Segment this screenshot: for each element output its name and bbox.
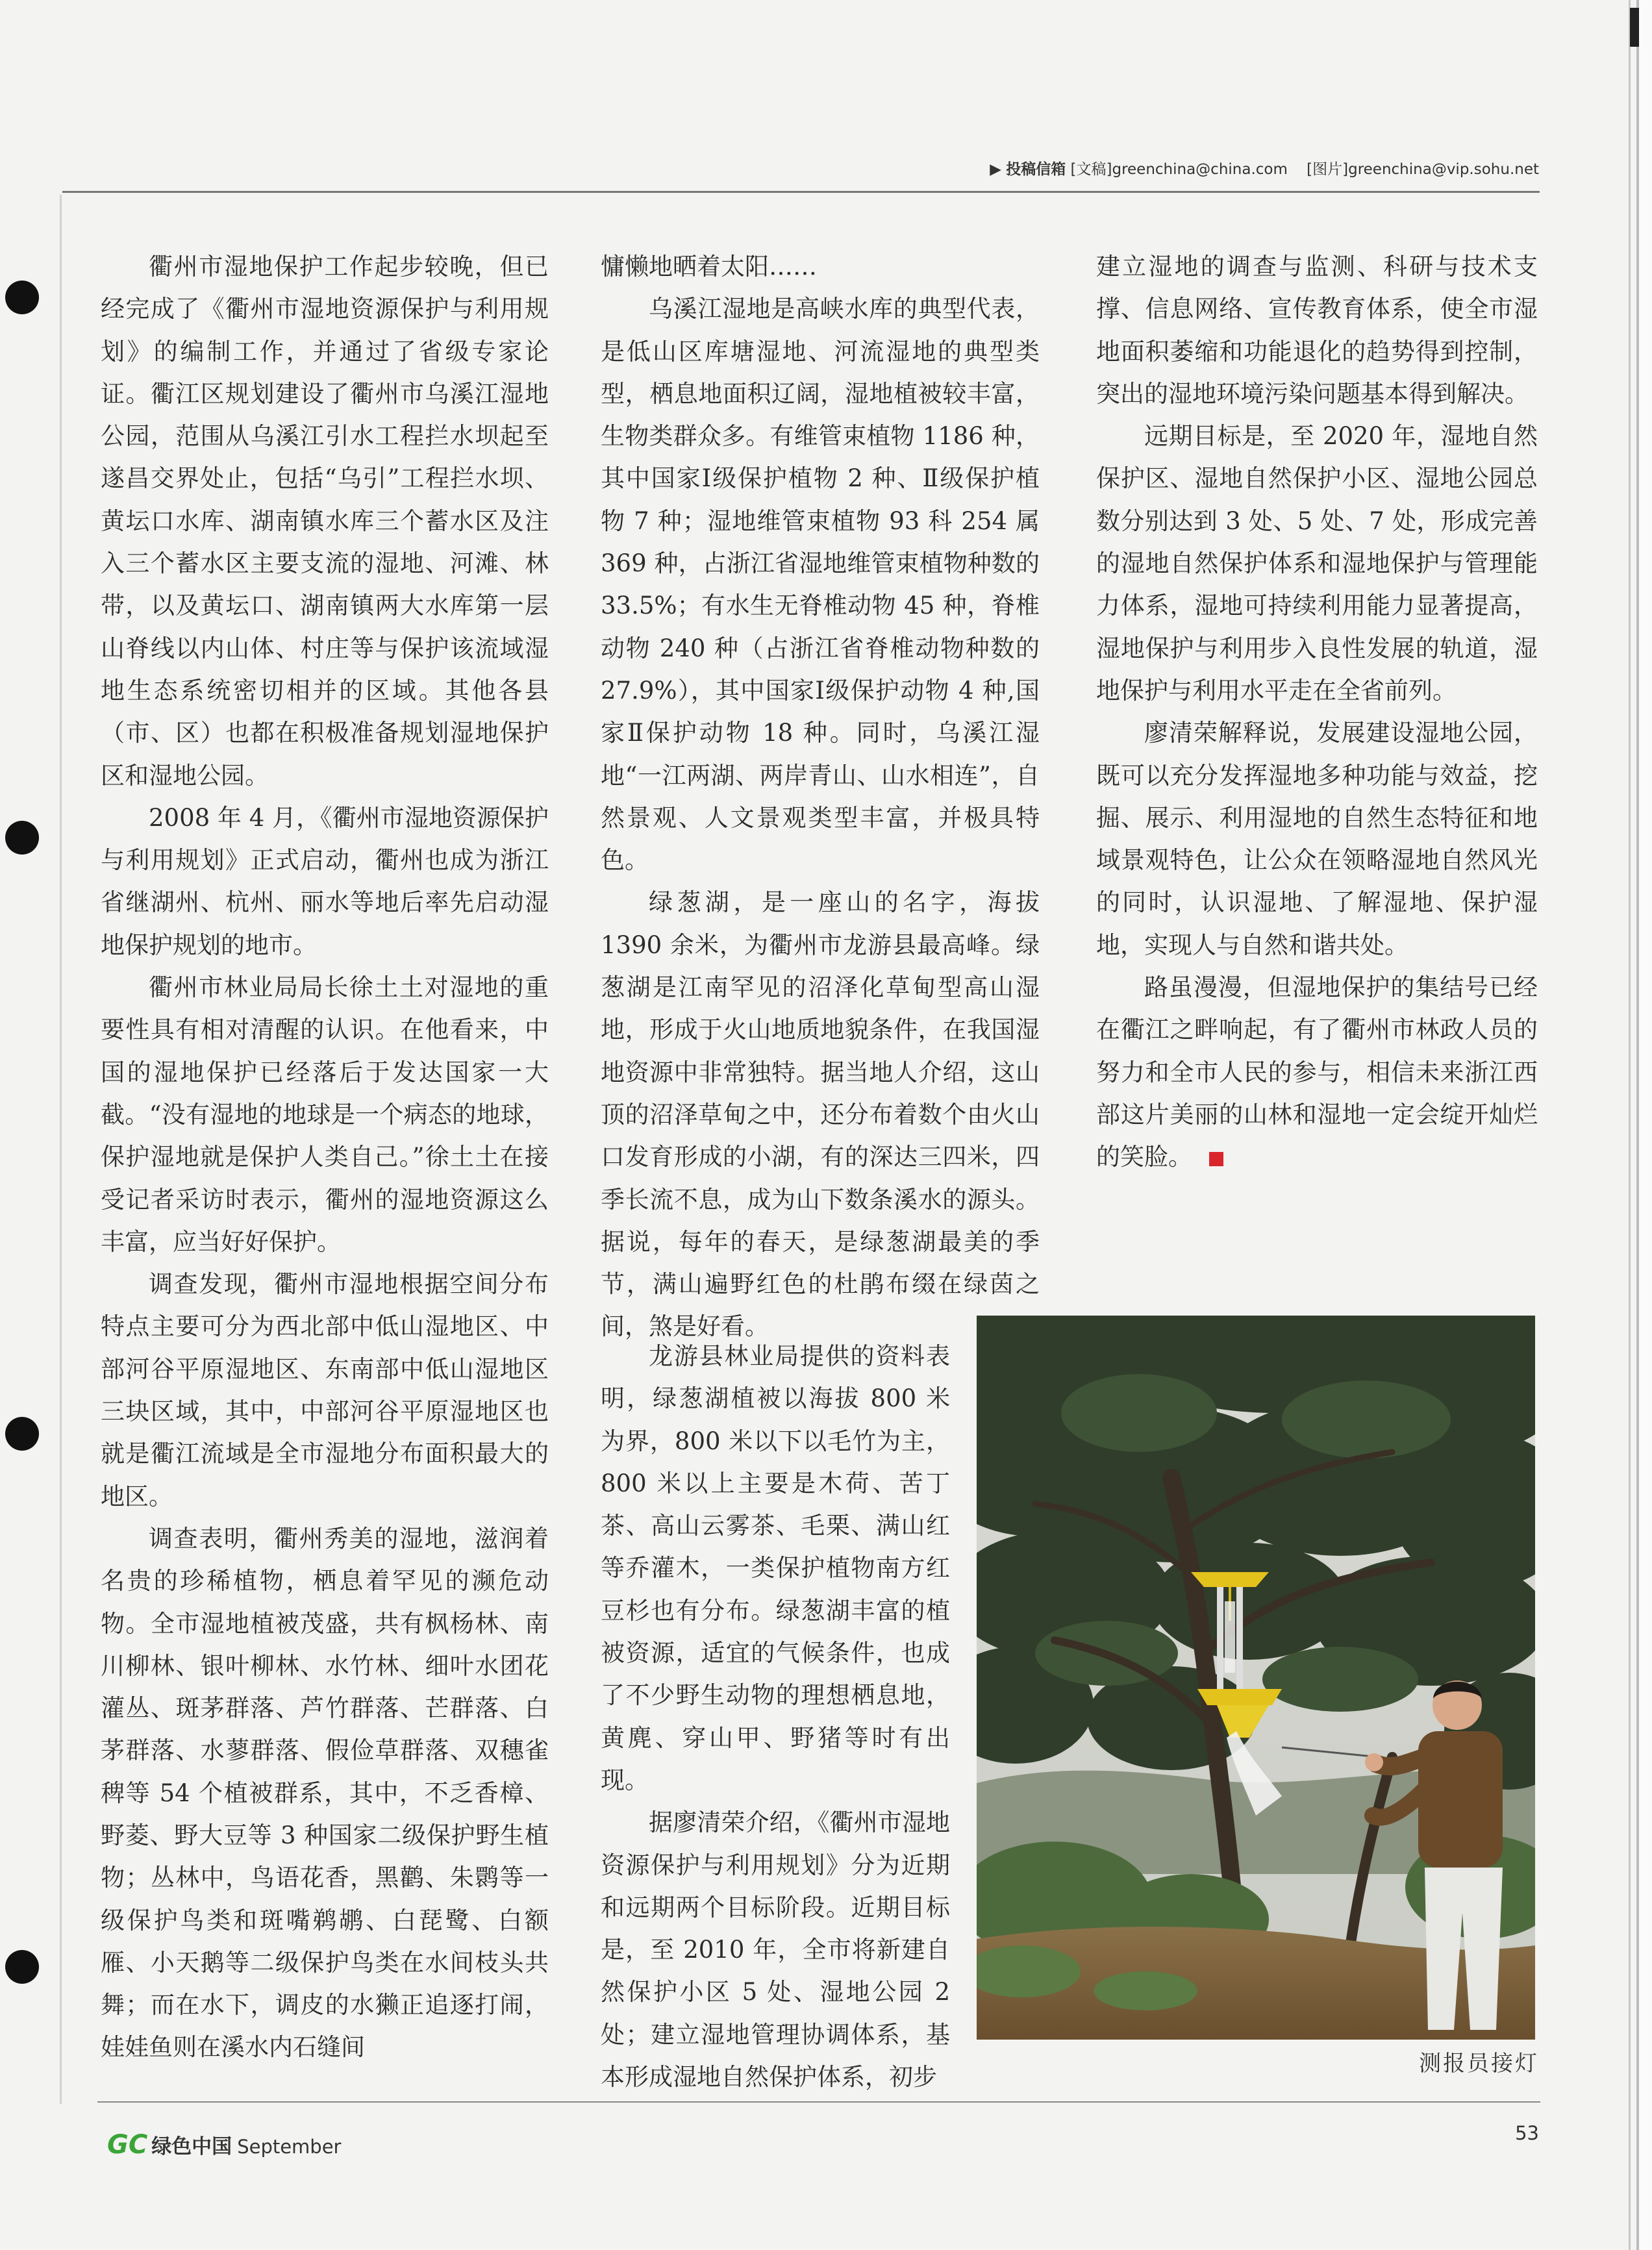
binding-hole [5,281,39,314]
article-column-2-top [601,245,1040,1348]
page-number: 53 [1515,2122,1539,2144]
magazine-name: 绿色中国 [151,2135,232,2158]
paragraph: 廖清荣解释说，发展建设湿地公园，既可以充分发挥湿地多种功能与效益，挖掘、展示、利用湿地的自然生态特征和地域景观特色，让公众在领略湿地自然风光的同时，认识湿地、了解湿地、保护湿地，实现人与自然和谐共处。 [1096,719,1538,959]
paragraph: 乌溪江湿地是高峡水库的典型代表，是低山区库塘湿地、河流湿地的典型类型，栖息地面积辽阔，湿地植被较丰富，生物类群众多。有维管束植物 1186 种，其中国家Ⅰ级保护植物 2 种、Ⅱ级保护植物 7 种；湿地维管束植物 93 科 254 属 369 种，占浙江省湿地维管束植物种数的 33.5%；有水生无脊椎动物 45 种，脊椎动物 240 种（占浙江省脊椎动物种数的 27.9%），其中国家Ⅰ级保护动物 4 种,国家Ⅱ保护动物 18 种。同时，乌溪江湿地“一江两湖、两岸青山、山水相连”，自然景观、人文景观类型丰富，并极具特色。 [601,295,1040,875]
photo-caption: 测报员接灯 [1419,2051,1539,2077]
corner-mark [1630,8,1639,47]
logo-mark: GC [107,2130,148,2160]
binding-hole [5,821,39,855]
footer-rule [97,2101,1540,2103]
text-email[interactable]: greenchina@china.com [1112,161,1288,178]
photo-illustration [977,1316,1535,2040]
paragraph-text: 路虽漫漫，但湿地保护的集结号已经在衢江之畔响起，有了衢州市林政人员的努力和全市人民的参与，相信未来浙江西部这片美丽的山林和湿地一定会绽开灿烂的笑脸。 [1096,973,1538,1171]
image-tag: [图片] [1307,161,1349,178]
paragraph: 调查发现，衢州市湿地根据空间分布特点主要可分为西北部中低山湿地区、中部河谷平原湿地区、东南部中低山湿地区三块区域，其中，中部河谷平原湿地区也就是衢江流域是全市湿地分布面积最大的地区。 [101,1270,549,1510]
paragraph: 远期目标是，至 2020 年，湿地自然保护区、湿地自然保护小区、湿地公园总数分别达到 3 处、5 处、7 处，形成完善的湿地自然保护体系和湿地保护与管理能力体系，湿地可持续利用能力显著提高，湿地保护与利用步入良性发展的轨道，湿地保护与利用水平走在全省前列。 [1096,422,1538,705]
paragraph: 据廖清荣介绍，《衢州市湿地资源保护与利用规划》分为近期和远期两个目标阶段。近期目标是，至 2010 年，全市将新建自然保护小区 5 处、湿地公园 2 处；建立湿地管理协调体系，基本形成湿地自然保护体系，初步 [601,1808,950,2092]
issue-month: September [237,2136,342,2158]
paragraph: 龙游县林业局提供的资料表明，绿葱湖植被以海拔 800 米为界，800 米以下以毛竹为主，800 米以上主要是木荷、苦丁茶、高山云雾茶、毛栗、满山红等乔灌木，一类保护植物南方红豆杉也有分布。绿葱湖丰富的植被资源，适宜的气候条件，也成了不少野生动物的理想栖息地，黄麂、穿山甲、野猪等时有出现。 [601,1342,950,1794]
page-header [0,151,1539,190]
paragraph: 建立湿地的调查与监测、科研与技术支撑、信息网络、宣传教育体系，使全市湿地面积萎缩和功能退化的趋势得到控制，突出的湿地环境污染问题基本得到解决。 [1096,253,1538,408]
header-rule [62,191,1540,193]
scan-line [1629,0,1631,2250]
paragraph: 慵懒地晒着太阳…… [601,253,817,281]
binding-hole [5,1950,39,1984]
submission-info [990,157,1539,179]
page-edge [1636,0,1652,2250]
arrow-icon: ▶ [990,161,1001,178]
paragraph: 绿葱湖，是一座山的名字，海拔 1390 余米，为衢州市龙游县最高峰。绿葱湖是江南罕见的沼泽化草甸型高山湿地，形成于火山地质地貌条件，在我国湿地资源中非常独特。据当地人介绍，这山顶的沼泽草甸之中，还分布着数个由火山口发育形成的小湖，有的深达三四米，四季长流不息，成为山下数条溪水的源头。据说，每年的春天，是绿葱湖最美的季节，满山遍野红色的杜鹃布缀在绿茵之间，煞是好看。 [601,888,1040,1341]
paragraph: 2008 年 4 月，《衢州市湿地资源保护与利用规划》正式启动，衢州也成为浙江省继湖州、杭州、丽水等地后率先启动湿地保护规划的地市。 [101,803,549,959]
end-mark-icon [1209,1152,1223,1166]
article-column-1 [101,245,549,2069]
magazine-logo [107,2130,341,2160]
left-margin-rule [60,195,62,2104]
text-tag: [文稿] [1070,161,1112,178]
article-photo [977,1316,1535,2040]
paragraph: 衢州市林业局局长徐土土对湿地的重要性具有相对清醒的认识。在他看来，中国的湿地保护已经落后于发达国家一大截。“没有湿地的地球是一个病态的地球，保护湿地就是保护人类自己。”徐土土在接受记者采访时表示，衢州的湿地资源这么丰富，应当好好保护。 [101,973,549,1256]
submission-label: 投稿信箱 [1006,161,1066,178]
article-column-2-bottom [601,1335,950,2098]
paragraph: 调查表明，衢州秀美的湿地，滋润着名贵的珍稀植物，栖息着罕见的濒危动物。全市湿地植被茂盛，共有枫杨林、南川柳林、银叶柳林、水竹林、细叶水团花灌丛、斑茅群落、芦竹群落、芒群落、白茅群落、水蓼群落、假俭草群落、双穗雀稗等 54 个植被群系，其中，不乏香樟、野菱、野大豆等 3 种国家二级保护野生植物；丛林中，鸟语花香，黑鹳、朱鹮等一级保护鸟类和斑嘴鹈鹕、白琵鹭、白额雁、小天鹅等二级保护鸟类在水间枝头共舞；而在水下，调皮的水獭正追逐打闹，娃娃鱼则在溪水内石缝间 [101,1524,549,2062]
image-email[interactable]: greenchina@vip.sohu.net [1348,161,1539,178]
binding-hole [5,1417,39,1451]
article-column-3 [1096,245,1538,1179]
paragraph: 衢州市湿地保护工作起步较晚，但已经完成了《衢州市湿地资源保护与利用规划》的编制工作，并通过了省级专家论证。衢江区规划建设了衢州市乌溪江湿地公园，范围从乌溪江引水工程拦水坝起至遂昌交界处止，包括“乌引”工程拦水坝、黄坛口水库、湖南镇水库三个蓄水区及注入三个蓄水区主要支流的湿地、河滩、林带，以及黄坛口、湖南镇两大水库第一层山脊线以内山体、村庄等与保护该流域湿地生态系统密切相并的区域。其他各县（市、区）也都在积极准备规划湿地保护区和湿地公园。 [101,253,549,790]
paragraph-final [1096,966,1538,1178]
